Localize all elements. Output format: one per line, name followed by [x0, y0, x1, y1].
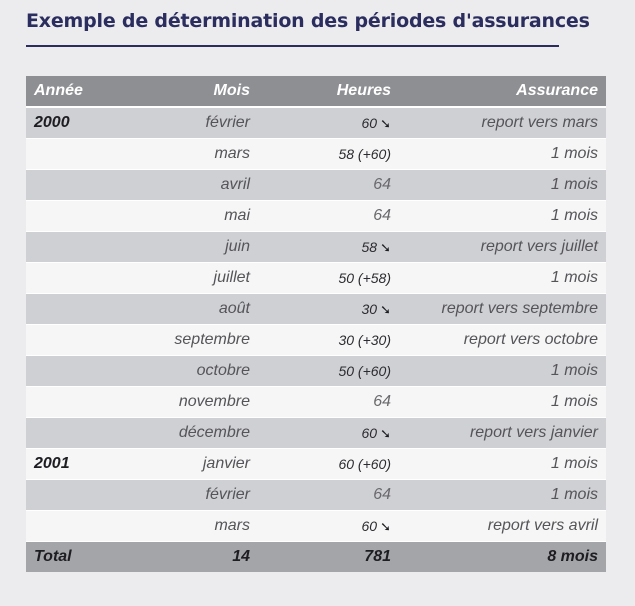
cell-year: [26, 480, 118, 511]
table-body: [26, 107, 606, 542]
cell-insurance: report vers octobre: [399, 325, 606, 356]
table-header-row: [26, 76, 606, 107]
cell-month: février: [118, 107, 258, 139]
cell-year: [26, 511, 118, 542]
cell-month: juillet: [118, 263, 258, 294]
page-title: Exemple de détermination des périodes d'assurances: [26, 10, 590, 32]
cell-month: septembre: [118, 325, 258, 356]
cell-month: mai: [118, 201, 258, 232]
cell-hours: [258, 511, 399, 542]
column-header-year: Année: [26, 76, 118, 107]
table-row: [26, 480, 606, 511]
cell-insurance: 1 mois: [399, 170, 606, 201]
table-row: [26, 107, 606, 139]
cell-hours: [258, 232, 399, 263]
table-row: [26, 511, 606, 542]
cell-insurance: 1 mois: [399, 201, 606, 232]
table-row: [26, 201, 606, 232]
cell-year: [26, 232, 118, 263]
hours-value: 58: [361, 238, 378, 255]
carry-over-arrow-icon: ➘: [380, 301, 391, 317]
cell-month: avril: [118, 170, 258, 201]
carry-over-arrow-icon: ➘: [380, 425, 391, 441]
hours-value: 60: [361, 424, 378, 441]
cell-year: [26, 170, 118, 201]
cell-year: [26, 263, 118, 294]
cell-year: [26, 325, 118, 356]
cell-insurance: 1 mois: [399, 387, 606, 418]
cell-insurance: report vers janvier: [399, 418, 606, 449]
cell-year: [26, 387, 118, 418]
cell-hours: [258, 449, 399, 480]
cell-month: février: [118, 480, 258, 511]
cell-month: octobre: [118, 356, 258, 387]
cell-hours: [258, 294, 399, 325]
cell-year: [26, 294, 118, 325]
table-row: [26, 418, 606, 449]
table-row: [26, 263, 606, 294]
hours-value: 60 (+60): [338, 456, 391, 472]
cell-year: [26, 139, 118, 170]
carry-over-arrow-icon: ➘: [380, 518, 391, 534]
cell-year: [26, 201, 118, 232]
cell-year: [26, 356, 118, 387]
cell-year: 2001: [26, 449, 118, 480]
cell-month: juin: [118, 232, 258, 263]
cell-month: novembre: [118, 387, 258, 418]
cell-insurance: report vers juillet: [399, 232, 606, 263]
carry-over-arrow-icon: ➘: [380, 115, 391, 131]
hours-value: 50 (+60): [338, 363, 391, 379]
table-row: [26, 387, 606, 418]
cell-hours: [258, 107, 399, 139]
carry-over-arrow-icon: ➘: [380, 239, 391, 255]
hours-value: 64: [373, 207, 391, 224]
hours-value: 30: [361, 300, 378, 317]
hours-value: 30 (+30): [338, 332, 391, 348]
total-months: 14: [118, 542, 258, 573]
cell-insurance: report vers avril: [399, 511, 606, 542]
cell-month: mars: [118, 511, 258, 542]
cell-insurance: 1 mois: [399, 139, 606, 170]
cell-month: août: [118, 294, 258, 325]
hours-value: 58 (+60): [338, 146, 391, 162]
cell-month: mars: [118, 139, 258, 170]
total-label: Total: [26, 542, 118, 573]
cell-year: 2000: [26, 107, 118, 139]
cell-month: janvier: [118, 449, 258, 480]
total-insurance: 8 mois: [399, 542, 606, 573]
cell-hours: [258, 356, 399, 387]
hours-value: 60: [361, 517, 378, 534]
table-row: [26, 294, 606, 325]
column-header-insurance: Assurance: [399, 76, 606, 107]
cell-hours: [258, 201, 399, 232]
table-row: [26, 356, 606, 387]
column-header-hours: Heures: [258, 76, 399, 107]
hours-value: 64: [373, 176, 391, 193]
column-header-month: Mois: [118, 76, 258, 107]
hours-value: 60: [361, 114, 378, 131]
total-hours: 781: [258, 542, 399, 573]
table-row: [26, 139, 606, 170]
cell-hours: [258, 325, 399, 356]
table-row: [26, 232, 606, 263]
title-underline: [26, 45, 559, 47]
cell-insurance: report vers septembre: [399, 294, 606, 325]
cell-insurance: 1 mois: [399, 263, 606, 294]
table-row: [26, 170, 606, 201]
hours-value: 50 (+58): [338, 270, 391, 286]
hours-value: 64: [373, 486, 391, 503]
cell-month: décembre: [118, 418, 258, 449]
cell-hours: [258, 263, 399, 294]
hours-value: 64: [373, 393, 391, 410]
cell-year: [26, 418, 118, 449]
total-row: [26, 542, 606, 573]
cell-insurance: 1 mois: [399, 480, 606, 511]
cell-hours: [258, 387, 399, 418]
cell-hours: [258, 418, 399, 449]
cell-insurance: report vers mars: [399, 107, 606, 139]
table-row: [26, 325, 606, 356]
insurance-periods-table: [26, 76, 606, 572]
cell-hours: [258, 170, 399, 201]
table-row: [26, 449, 606, 480]
cell-hours: [258, 139, 399, 170]
cell-hours: [258, 480, 399, 511]
cell-insurance: 1 mois: [399, 356, 606, 387]
cell-insurance: 1 mois: [399, 449, 606, 480]
